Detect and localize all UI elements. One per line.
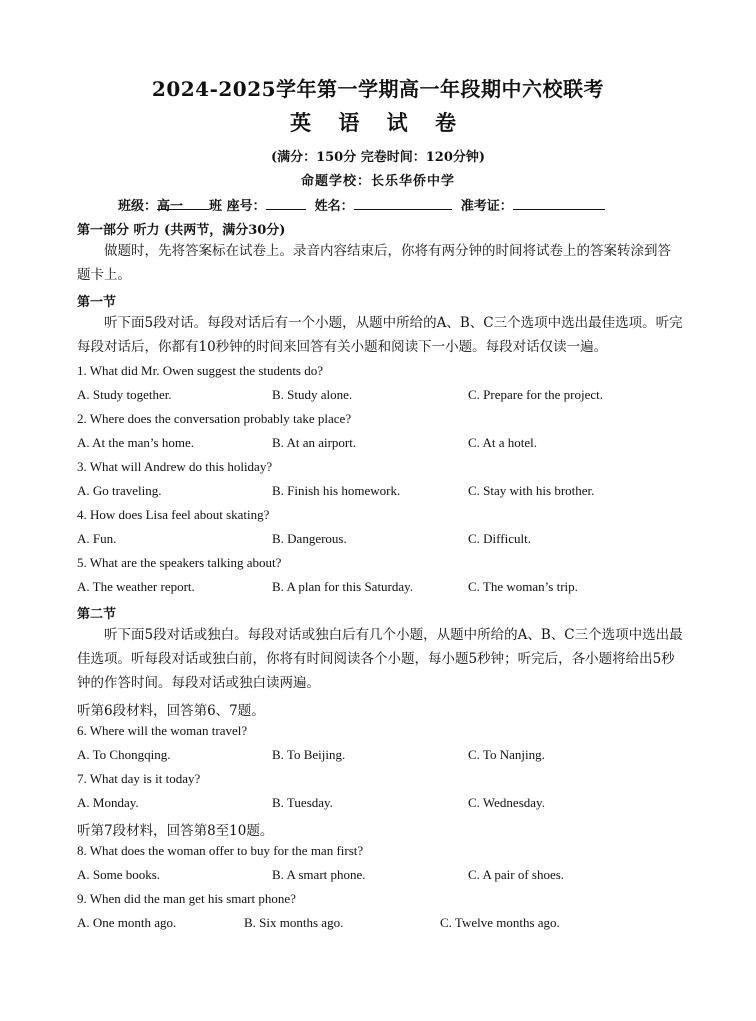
option-8a: A. Some books. xyxy=(77,867,161,882)
class-suffix: 班 xyxy=(209,199,223,214)
exam-title: 2024-2025学年第一学期高一年段期中六校联考 xyxy=(151,77,605,101)
option-7b: B. Tuesday. xyxy=(272,795,333,810)
ticket-field[interactable] xyxy=(513,195,605,210)
option-2c: C. At a hotel. xyxy=(468,435,537,450)
student-info-fields xyxy=(118,195,605,214)
exam-info: (满分：150分 完卷时间：120分钟) xyxy=(270,150,486,165)
option-9a: A. One month ago. xyxy=(77,915,177,930)
option-9c: C. Twelve months ago. xyxy=(440,915,560,930)
class-value: 高一 xyxy=(157,199,184,214)
ticket-label: 准考证： xyxy=(460,199,513,214)
part1-heading: 第一部分 听力 (共两节，满分30分) xyxy=(77,223,286,238)
option-8c: C. A pair of shoes. xyxy=(468,867,565,882)
option-7a: A. Monday. xyxy=(77,795,139,810)
option-1b: B. Study alone. xyxy=(272,387,353,402)
option-6c: C. To Nanjing. xyxy=(468,747,545,762)
name-field[interactable] xyxy=(354,195,452,210)
name-label: 姓名： xyxy=(314,199,354,214)
question-9: 9. When did the man get his smart phone? xyxy=(77,891,296,906)
seat-label: 座号： xyxy=(226,199,266,214)
option-6a: A. To Chongqing. xyxy=(77,747,171,762)
option-4c: C. Difficult. xyxy=(468,531,531,546)
question-8: 8. What does the woman offer to buy for the man first? xyxy=(77,843,364,858)
option-4b: B. Dangerous. xyxy=(272,531,347,546)
option-5b: B. A plan for this Saturday. xyxy=(272,579,414,594)
section2-instruction: 听下面5段对话或独白。每段对话或独白后有几个小题，从题中所给的A、B、C三个选项中选出最佳选项。听每段对话或独白前，你将有时间阅读各个小题，每小题5秒钟；听完后，各小题将给出5秒钟的作答时间。每段对话或独白读两遍。 xyxy=(77,627,683,691)
option-1a: A. Study together. xyxy=(77,387,172,402)
option-6b: B. To Beijing. xyxy=(272,747,346,762)
option-3b: B. Finish his homework. xyxy=(272,483,401,498)
question-3: 3. What will Andrew do this holiday? xyxy=(77,459,273,474)
class-field[interactable] xyxy=(157,195,209,214)
part1-instruction: 做题时，先将答案标在试卷上。录音内容结束后，你将有两分钟的时间将试卷上的答案转涂到答题卡上。 xyxy=(77,243,671,283)
option-2a: A. At the man’s home. xyxy=(77,435,194,450)
seat-field[interactable] xyxy=(266,195,306,210)
section1-heading: 第一节 xyxy=(77,295,117,310)
section2-heading: 第二节 xyxy=(77,607,117,622)
question-1: 1. What did Mr. Owen suggest the students do? xyxy=(77,363,324,378)
option-8b: B. A smart phone. xyxy=(272,867,366,882)
section1-instruction: 听下面5段对话。每段对话后有一个小题，从题中所给的A、B、C三个选项中选出最佳选项。听完每段对话后，你都有10秒钟的时间来回答有关小题和阅读下一小题。每段对话仅读一遍。 xyxy=(77,315,683,355)
question-6: 6. Where will the woman travel? xyxy=(77,723,248,738)
question-2: 2. Where does the conversation probably take place? xyxy=(77,411,352,426)
option-3c: C. Stay with his brother. xyxy=(468,483,595,498)
material-6-note: 听第6段材料，回答第6、7题。 xyxy=(77,703,265,719)
material-7-note: 听第7段材料，回答第8至10题。 xyxy=(77,823,274,839)
question-4: 4. How does Lisa feel about skating? xyxy=(77,507,270,522)
exam-subtitle: 英 语 试 卷 xyxy=(290,110,466,135)
option-1c: C. Prepare for the project. xyxy=(468,387,604,402)
option-5c: C. The woman’s trip. xyxy=(468,579,578,594)
question-5: 5. What are the speakers talking about? xyxy=(77,555,282,570)
option-4a: A. Fun. xyxy=(77,531,117,546)
class-label: 班级： xyxy=(118,199,158,214)
question-7: 7. What day is it today? xyxy=(77,771,201,786)
option-9b: B. Six months ago. xyxy=(244,915,344,930)
option-5a: A. The weather report. xyxy=(77,579,195,594)
option-2b: B. At an airport. xyxy=(272,435,357,450)
exam-school: 命题学校：长乐华侨中学 xyxy=(300,174,455,189)
option-3a: A. Go traveling. xyxy=(77,483,162,498)
option-7c: C. Wednesday. xyxy=(468,795,545,810)
